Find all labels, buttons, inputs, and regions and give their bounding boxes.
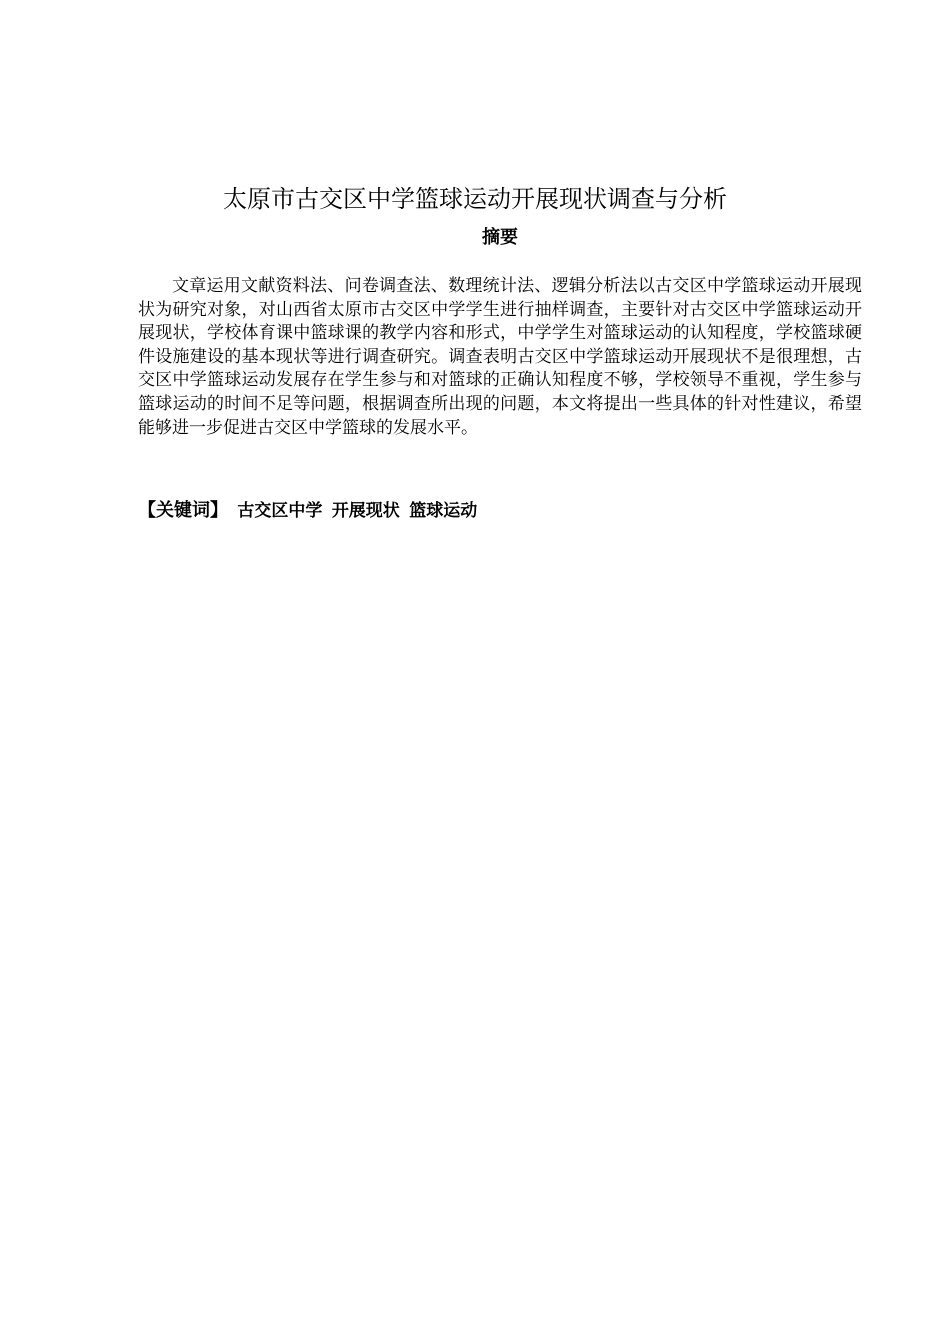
keyword-item: 开展现状 xyxy=(331,501,400,521)
abstract-heading: 摘要 xyxy=(482,227,518,248)
keyword-item: 古交区中学 xyxy=(237,501,323,521)
paper-title: 太原市古交区中学篮球运动开展现状调查与分析 xyxy=(223,185,727,213)
keyword-item: 篮球运动 xyxy=(409,501,478,521)
keywords-label: 【关键词】 xyxy=(138,500,228,521)
keywords-line xyxy=(138,498,862,524)
abstract-text: 文章运用文献资料法、问卷调查法、数理统计法、逻辑分析法以古交区中学篮球运动开展现状为研究对象，对山西省太原市古交区中学学生进行抽样调查，主要针对古交区中学篮球运动开展现状，学校体育课中篮球课的教学内容和形式，中学学生对篮球运动的认知程度，学校篮球硬件设施建设的基本现状等进行调查研究。调查表明古交区中学篮球运动开展现状不是很理想，古交区中学篮球运动发展存在学生参与和对篮球的正确认知程度不够，学校领导不重视，学生参与篮球运动的时间不足等问题，根据调查所出现的问题，本文将提出一些具体的针对性建议，希望能够进一步促进古交区中学篮球的发展水平。 xyxy=(138,276,862,438)
